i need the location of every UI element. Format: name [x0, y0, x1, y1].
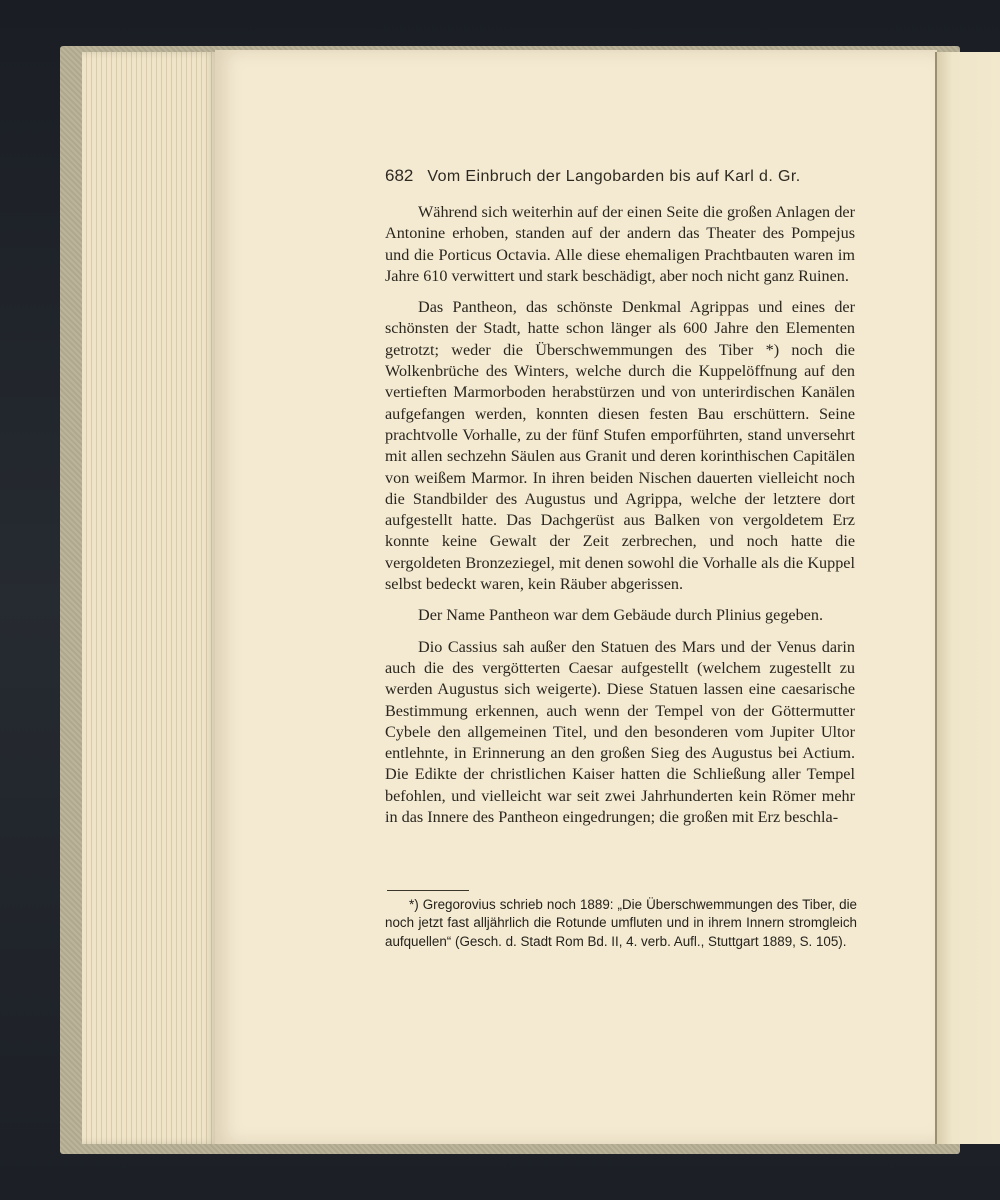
running-head-title: Vom Einbruch der Langobarden bis auf Karl d. Gr. — [427, 168, 801, 185]
paragraph-1: Während sich weiterhin auf der einen Seite die großen Anlagen der Antonine erhoben, standen auf der andern das Theater des Pompejus und die Porticus Octavia. Alle diese ehemaligen Prachtbauten waren im Jahre 610 verwittert und stark beschädigt, aber noch nicht ganz Ruinen. — [385, 203, 855, 285]
running-header — [385, 166, 855, 186]
facing-page-edge — [937, 52, 1000, 1144]
paragraph-4: Dio Cassius sah außer den Statuen des Mars und der Venus darin auch die des vergötterten Caesar aufgestellt (welchem zugestellt zu werden Augustus sich weigerte). Diese Statuen lassen eine caesarische Bestimmung erkennen, auch wenn der Tempel von der Göttermutter Cybele den allgemeinen Titel, und den besonderen vom Jupiter Ultor entlehnte, in Erinnerung an den großen Sieg des Augustus bei Actium. Die Edikte der christlichen Kaiser hatten die Schließung aller Tempel befohlen, und vielleicht war seit zwei Jahrhunderten kein Römer mehr in das Innere des Pantheon eingedrungen; die großen mit Erz beschla- — [385, 637, 855, 827]
footnote-rule — [387, 890, 469, 891]
paragraph-3: Der Name Pantheon war dem Gebäude durch Plinius gegeben. — [418, 606, 824, 625]
body-text — [385, 202, 855, 838]
footnote: *) Gregorovius schrieb noch 1889: „Die Überschwemmungen des Tiber, die noch jetzt fast alljährlich die Rotunde umfluten und in ihrem Innern stromgleich aufquellen“ (Gesch. d. Stadt Rom Bd. II, 4. verb. Aufl., Stuttgart 1889, S. 105). — [385, 897, 857, 949]
page-number: 682 — [385, 166, 414, 185]
paragraph-2: Das Pantheon, das schönste Denkmal Agrippas und eines der schönsten der Stadt, hatte schon länger als 600 Jahre den Elementen getrotzt; weder die Überschwemmungen des Tiber *) noch die Wolkenbrüche des Winters, welche durch die Kuppelöffnung auf den vertieften Marmorboden herabstürzen und von unterirdischen Kanälen aufgefangen werden, konnten diesen festen Bau erschüttern. Seine prachtvolle Vorhalle, zu der fünf Stufen emporführten, stand unversehrt mit allen sechzehn Säulen aus Granit und deren korinthischen Capitälen von weißem Marmor. In ihren beiden Nischen dauerten vielleicht noch die Standbilder des Augustus und Agrippa, welche der letztere dort aufgestellt hatte. Das Dachgerüst aus Balken von vergoldetem Erz konnte keine Gewalt der Zeit zerbrechen, und noch hatte die vergoldeten Bronzeziegel, mit denen sowohl die Vorhalle als die Kuppel selbst bedeckt waren, kein Räuber abgerissen. — [385, 298, 855, 594]
stacked-page-edges — [82, 52, 217, 1144]
